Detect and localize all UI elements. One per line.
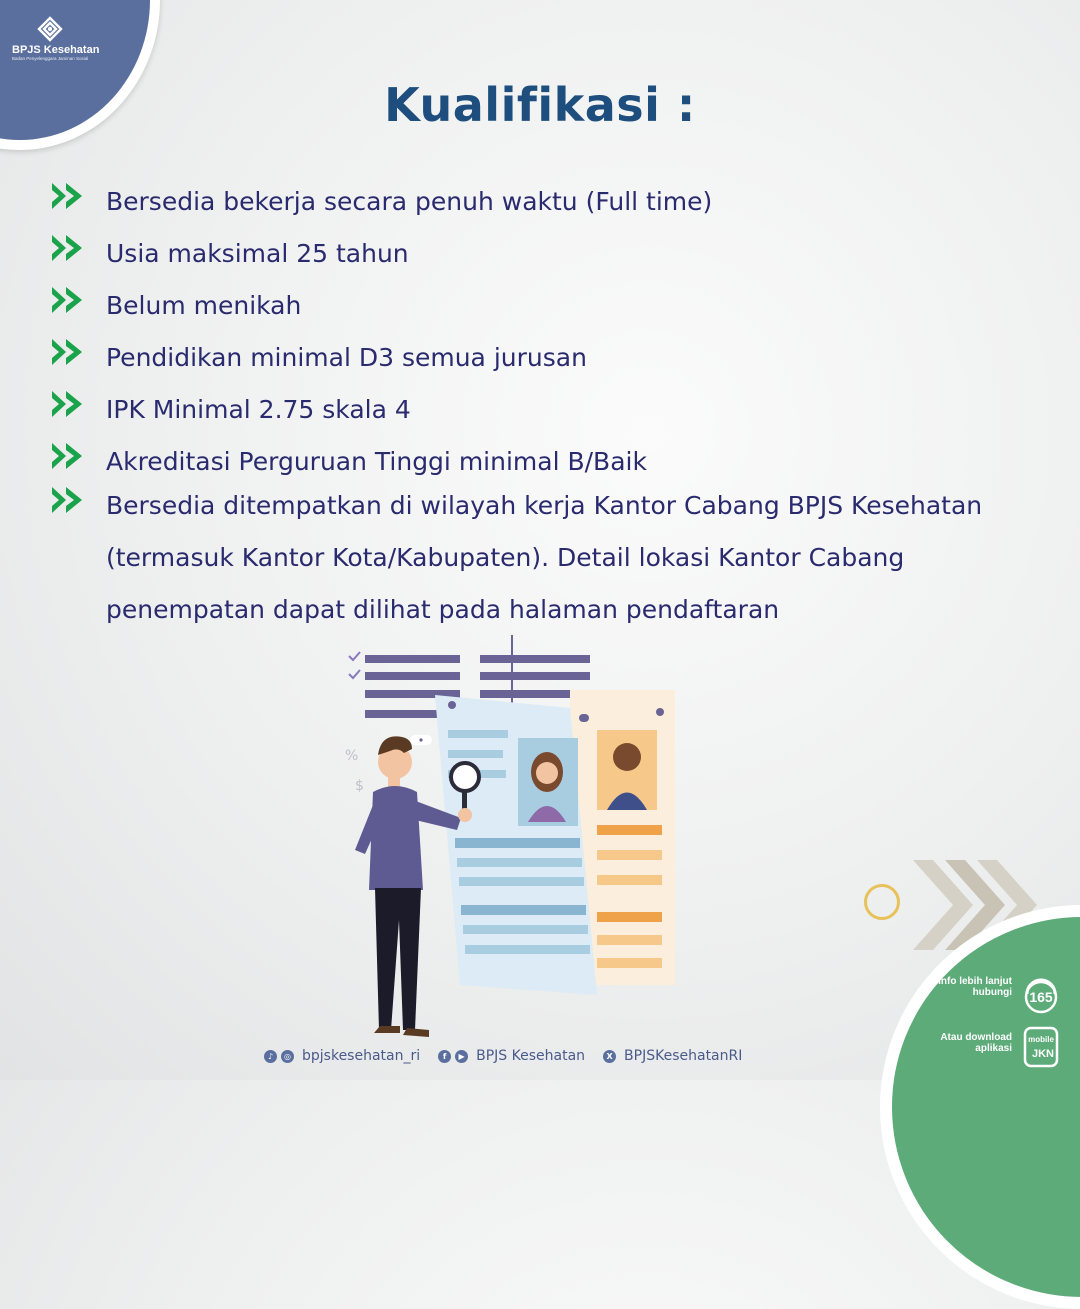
double-chevron-bullet-icon [50, 181, 84, 211]
double-chevron-bullet-icon [50, 389, 84, 419]
brand-logo [12, 16, 100, 61]
instagram-icon: ◎ [281, 1050, 294, 1063]
x-icon: X [603, 1050, 616, 1063]
social-handle: BPJSKesehatanRI [624, 1048, 743, 1064]
qualification-text: Akreditasi Perguruan Tinggi minimal B/Baik [106, 447, 647, 476]
qualification-text: Usia maksimal 25 tahun [106, 239, 409, 268]
youtube-icon: ▶ [455, 1050, 468, 1063]
qualification-text: IPK Minimal 2.75 skala 4 [106, 395, 411, 424]
brand-tagline: Badan Penyelenggara Jaminan Sosial [12, 56, 89, 61]
social-tiktok-instagram[interactable] [264, 1048, 420, 1064]
recruitment-illustration [335, 630, 685, 1040]
double-chevron-bullet-icon [50, 285, 84, 315]
double-chevron-bullet-icon [50, 233, 84, 263]
bpjs-logo-icon [37, 16, 63, 42]
qualification-text: Pendidikan minimal D3 semua jurusan [106, 343, 587, 372]
hotline-headset-icon[interactable] [1021, 970, 1061, 1018]
qualification-text: Bersedia bekerja secara penuh waktu (Full time) [106, 187, 713, 216]
svg-text:%: % [345, 748, 359, 764]
download-label: Atau download aplikasi [940, 1032, 1012, 1054]
mobile-jkn-app-icon[interactable] [1021, 1025, 1061, 1069]
info-label: Info lebih lanjut hubungi [938, 976, 1012, 998]
double-chevron-bullet-icon [50, 337, 84, 367]
cv-document-front [435, 695, 597, 995]
hotline-number: 165 [1029, 989, 1053, 1005]
qualification-text: Bersedia ditempatkan di wilayah kerja Kantor Cabang BPJS Kesehatan (termasuk Kantor Kota/Kabupaten). Detail lokasi Kantor Cabang penempatan dapat dilihat pada halaman pendaftaran [106, 491, 983, 624]
facebook-icon: f [438, 1050, 451, 1063]
contact-corner-badge [880, 905, 1080, 1309]
qualification-text: Belum menikah [106, 291, 302, 320]
svg-text:JKN: JKN [1031, 1048, 1055, 1060]
social-footer [264, 1046, 760, 1066]
svg-text:$: $ [355, 778, 364, 794]
page-title: Kualifikasi : [384, 78, 696, 132]
social-handle: bpjskesehatan_ri [302, 1048, 421, 1064]
svg-text:mobile: mobile [1028, 1035, 1054, 1044]
tiktok-icon: ♪ [264, 1050, 277, 1063]
brand-name: BPJS Kesehatan [12, 44, 100, 56]
double-chevron-bullet-icon [50, 485, 84, 515]
decorative-ring [864, 884, 900, 920]
social-handle: BPJS Kesehatan [476, 1048, 586, 1064]
social-facebook-youtube[interactable] [438, 1048, 585, 1064]
double-chevron-bullet-icon [50, 441, 84, 471]
social-x[interactable] [603, 1048, 742, 1064]
